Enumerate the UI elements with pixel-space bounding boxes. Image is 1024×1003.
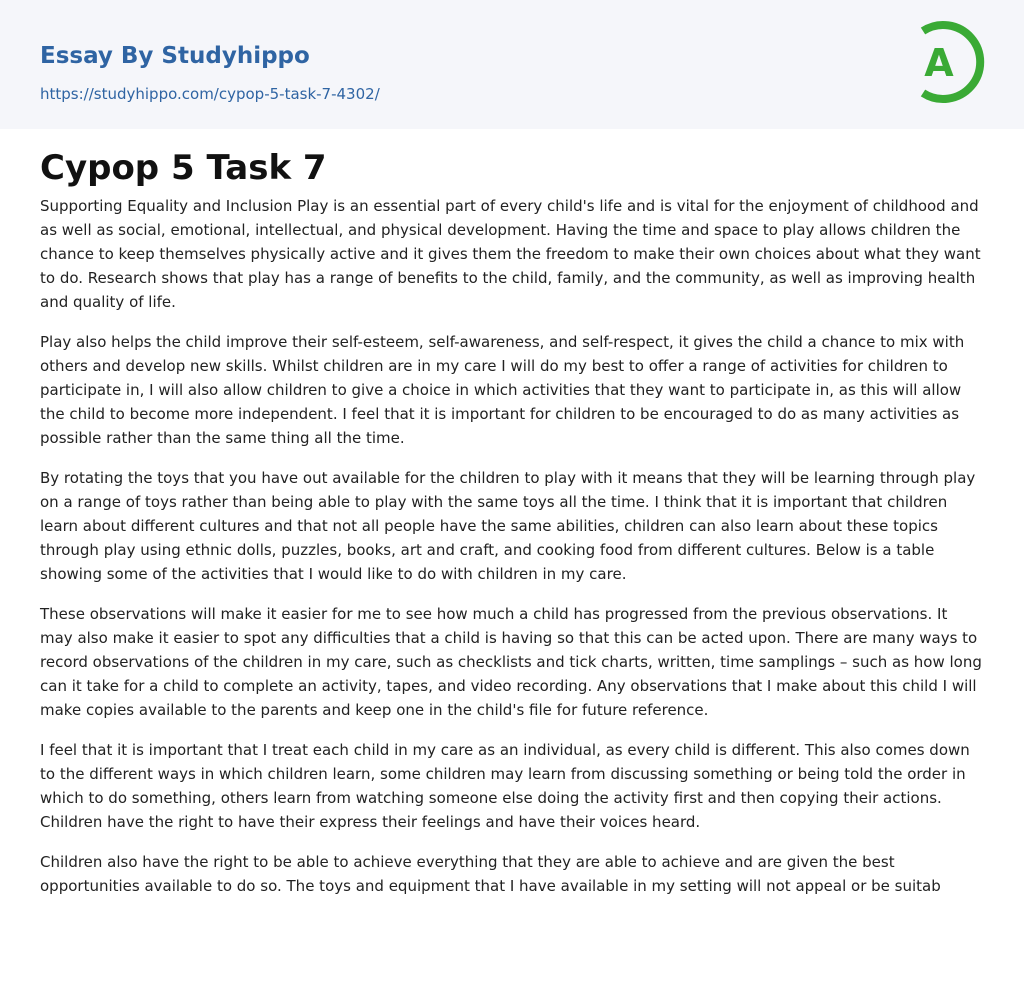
logo-letter: A [924, 41, 954, 85]
site-header [0, 0, 1024, 129]
essay-paragraph: Supporting Equality and Inclusion Play is an essential part of every child's life and is vital for the enjoyment of childhood and as well as social, emotional, intellectual, and physical development. Having the time and space to play allows children the chance to keep themselves physically active and it gives them the freedom to make their own choices about what they want to do. Research shows that play has a range of benefits to the child, family, and the community, as well as improving health and quality of life. [40, 197, 981, 311]
site-brand[interactable]: Essay By Studyhippo [40, 43, 310, 69]
circle-a-logo-icon[interactable] [906, 16, 990, 108]
essay-paragraph: By rotating the toys that you have out available for the children to play with it means that they will be learning through play on a range of toys rather than being able to play with the same toys all the time. I think that it is important that children learn about different cultures and that not all people have the same abilities, children can also learn about these topics through play using ethnic dolls, puzzles, books, art and craft, and cooking food from different cultures. Below is a table showing some of the activities that I would like to do with children in my care. [40, 469, 976, 583]
page-title: Cypop 5 Task 7 [40, 148, 327, 188]
essay-url-link[interactable]: https://studyhippo.com/cypop-5-task-7-4302/ [40, 85, 380, 103]
essay-paragraph: I feel that it is important that I treat each child in my care as an individual, as every child is different. This also comes down to the different ways in which children learn, some children may learn from discussing something or being told the order in which to do something, others learn from watching someone else doing the activity first and then copying their actions. Children have the right to have their express their feelings and have their voices heard. [40, 741, 970, 831]
essay-paragraph: Play also helps the child improve their self-esteem, self-awareness, and self-respect, it gives the child a chance to mix with others and develop new skills. Whilst children are in my care I will do my best to offer a range of activities for children to participate in, I will also allow children to give a choice in which activities that they want to participate in, as this will allow the child to become more independent. I feel that it is important for children to be encouraged to do as many activities as possible rather than the same thing all the time. [40, 333, 965, 447]
essay-paragraph: These observations will make it easier for me to see how much a child has progressed from the previous observations. It may also make it easier to spot any difficulties that a child is having so that this can be acted upon. There are many ways to record observations of the children in my care, such as checklists and tick charts, written, time samplings – such as how long can it take for a child to complete an activity, tapes, and video recording. Any observations that I make about this child I will make copies available to the parents and keep one in the child's file for future reference. [40, 605, 982, 719]
essay-paragraph: Children also have the right to be able to achieve everything that they are able to achieve and are given the best opportunities available to do so. The toys and equipment that I have available in my setting will not appeal or be suitab [40, 853, 941, 895]
essay-body [40, 194, 984, 914]
